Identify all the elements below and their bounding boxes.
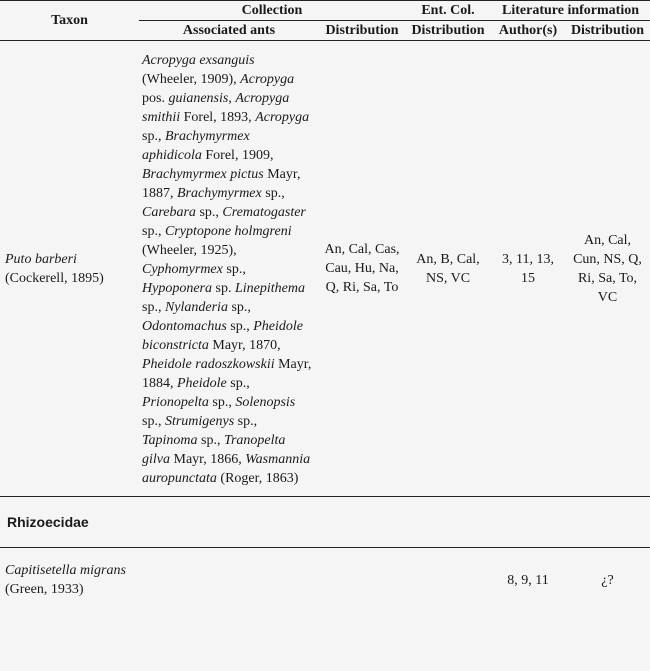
ant-taxon-author: (Wheeler, 1925),: [142, 243, 237, 258]
ant-taxon-name: Odontomachus: [142, 319, 227, 334]
ent-col-distribution-cell: An, B, Cal, NS, VC: [416, 251, 480, 286]
authors-cell: 8, 9, 11: [507, 572, 549, 588]
associated-ants-list: [142, 51, 312, 488]
ant-taxon-author: sp.,: [142, 129, 165, 144]
header-authors: Author(s): [491, 21, 565, 41]
ant-taxon-name: Cryptopone holmgreni: [164, 224, 292, 239]
taxon-cell: [0, 548, 139, 613]
lit-distribution-cell: ¿?: [601, 572, 614, 588]
ant-taxon-name: Tapinoma: [142, 433, 198, 448]
ent-col-distribution-cell: [405, 548, 491, 613]
ant-taxon-name: Nylanderia: [164, 300, 228, 315]
ant-taxon-name: Strumigenys: [164, 414, 235, 429]
ant-taxon-author: sp.,: [222, 262, 246, 277]
ant-taxon-author: sp.,: [142, 224, 165, 239]
lit-distribution-cell: An, Cal, Cun, NS, Q, Ri, Sa, To, VC: [573, 232, 642, 305]
ant-taxon-name: Acropyga: [255, 110, 310, 125]
ant-taxon-name: Cyphomyrmex: [142, 262, 223, 277]
header-collection: Collection: [139, 1, 405, 21]
ant-taxon-name: guianensis: [168, 91, 229, 106]
associated-ants-cell: [139, 41, 319, 497]
taxon-author: (Green, 1933): [5, 582, 84, 597]
ant-taxon-author: Mayr, 1884,: [142, 357, 312, 391]
ant-taxon-author: Forel, 1893,: [180, 110, 256, 125]
ant-taxon-author: ,: [228, 91, 236, 106]
ant-taxon-name: Linepithema: [234, 281, 305, 296]
ant-taxon-name: Acropyga smithii: [142, 91, 290, 125]
ant-taxon-name: Hypoponera: [142, 281, 212, 296]
ant-taxon-name: Carebara: [142, 205, 196, 220]
ant-taxon-name: Brachymyrmex: [177, 186, 262, 201]
ant-taxon-author: sp.,: [195, 205, 223, 220]
header-taxon: Taxon: [0, 1, 139, 41]
ant-taxon-name: Prionopelta: [142, 395, 209, 410]
ant-taxon-author: pos.: [142, 91, 169, 106]
taxon-name: Puto barberi: [5, 251, 77, 267]
header-ent-col: Ent. Col.: [405, 1, 491, 21]
ant-taxon-name: Wasmannia auropunctata: [142, 452, 311, 486]
ant-taxon-author: sp.,: [226, 319, 254, 334]
header-collection-distribution: Distribution: [319, 21, 405, 41]
table-row: [0, 41, 650, 497]
ant-taxon-name: Brachymyrmex pictus: [142, 167, 264, 182]
ant-taxon-author: sp.,: [208, 395, 236, 410]
ant-taxon-author: sp.: [212, 281, 235, 296]
table-row: [0, 548, 650, 613]
taxon-author: (Cockerell, 1895): [5, 270, 104, 286]
ant-taxon-author: Mayr, 1887,: [142, 167, 301, 201]
ant-taxon-author: Forel, 1909,: [201, 148, 274, 163]
ant-taxon-author: sp.,: [227, 300, 251, 315]
header-associated-ants: Associated ants: [139, 21, 319, 41]
ant-taxon-name: Crematogaster: [222, 205, 306, 220]
ant-taxon-name: Acropyga exsanguis: [142, 53, 255, 68]
family-name: Rhizoecidae: [7, 513, 89, 530]
associated-ants-cell: [139, 548, 319, 613]
ant-taxon-name: Brachymyrmex aphidicola: [142, 129, 250, 163]
ant-taxon-author: sp.,: [197, 433, 224, 448]
ant-taxon-author: (Wheeler, 1909),: [142, 72, 241, 87]
family-row: [0, 497, 650, 548]
ant-taxon-name: Pheidole biconstricta: [142, 319, 303, 353]
header-ent-col-distribution: Distribution: [405, 21, 491, 41]
ant-taxon-name: Tranopelta gilva: [142, 433, 286, 467]
ant-taxon-name: Solenopsis: [235, 395, 296, 410]
ant-taxon-author: (Roger, 1863): [216, 471, 299, 486]
ant-taxon-author: Mayr, 1870,: [208, 338, 281, 353]
ant-taxon-author: sp.,: [261, 186, 285, 201]
header-lit-distribution: Distribution: [565, 21, 650, 41]
ant-taxon-author: sp.,: [142, 300, 165, 315]
authors-cell: 3, 11, 13, 15: [502, 251, 554, 286]
ant-taxon-author: Mayr, 1866,: [170, 452, 246, 467]
collection-distribution-cell: An, Cal, Cas, Cau, Hu, Na, Q, Ri, Sa, To: [324, 242, 400, 295]
taxon-name: Capitisetella migrans: [5, 563, 126, 578]
ant-taxon-author: sp.,: [226, 376, 250, 391]
ant-taxon-name: Pheidole radoszkowskii: [142, 357, 275, 372]
ant-taxon-author: sp.,: [142, 414, 165, 429]
collection-distribution-cell: [319, 548, 405, 613]
ant-taxon-name: Pheidole: [177, 376, 227, 391]
header-literature: Literature information: [491, 1, 650, 21]
taxon-cell: [0, 41, 139, 497]
ant-taxon-author: sp.,: [234, 414, 258, 429]
ant-taxon-name: Acropyga: [240, 72, 295, 87]
